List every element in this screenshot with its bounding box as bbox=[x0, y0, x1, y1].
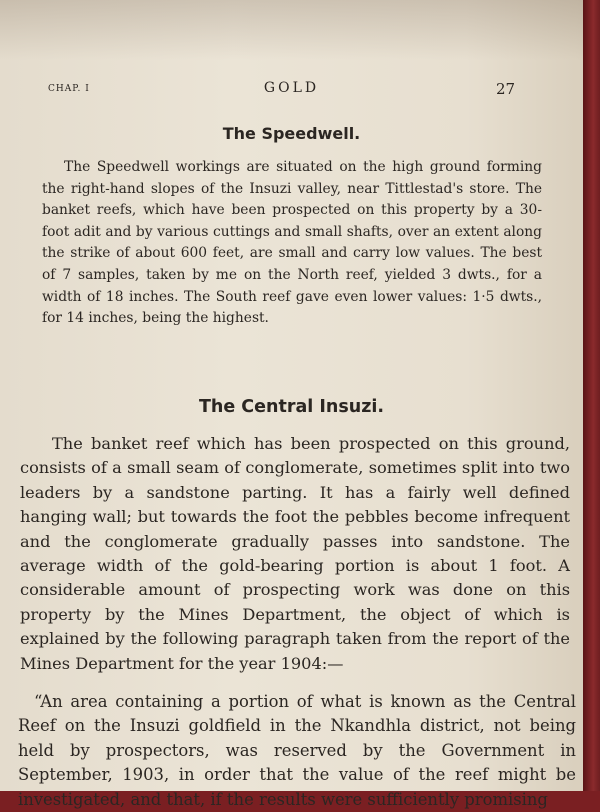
book-cover-edge bbox=[583, 0, 600, 791]
page-number: 27 bbox=[496, 80, 516, 98]
running-head bbox=[0, 80, 583, 100]
section-heading-central-insuzi: The Central Insuzi. bbox=[198, 397, 385, 417]
paragraph: The Speedwell workings are situated on the high ground forming the right-hand slopes of the Insuzi valley, near Tittlestad's store. The banket reefs, which have been prospected on this property by a 30-foot adit and by various cuttings and small shafts, over an extent along the strike of about 600 feet, are small and carry low values. The best of 7 samples, taken by me on the North reef, yielded 3 dwts., for a width of 18 inches. The South reef gave even lower values: 1·5 dwts., for 14 inches, being the highest. bbox=[42, 159, 542, 327]
chapter-label: CHAP. I bbox=[48, 84, 90, 94]
quote-paragraph: “An area containing a portion of what is known as the Central Reef on the Insuzi goldfield in the Nkandhla district, not being held by prospectors, was reserved by the Government in September, 1903, in order that the value of the reef might be investigated, and that, if the results were sufficiently promising bbox=[18, 692, 576, 809]
section-heading-speedwell: The Speedwell. bbox=[222, 124, 361, 143]
section-body-central-insuzi bbox=[20, 432, 570, 676]
paragraph: The banket reef which has been prospected on this ground, consists of a small seam of conglomerate, sometimes split into two leaders by a sandstone parting. It has a fairly well defined hanging wall; but towards the foot the pebbles become infrequent and the conglomerate gradually passes into sandstone. The average width of the gold-bearing portion is about 1 foot. A considerable amount of prospecting work was done on this property by the Mines Department, the object of which is explained by the following paragraph taken from the report of the Mines Department for the year 1904:— bbox=[20, 434, 570, 673]
block-quote bbox=[18, 690, 576, 812]
section-body-speedwell bbox=[42, 157, 542, 330]
running-title: GOLD bbox=[263, 80, 320, 96]
page-shadow bbox=[0, 0, 583, 60]
